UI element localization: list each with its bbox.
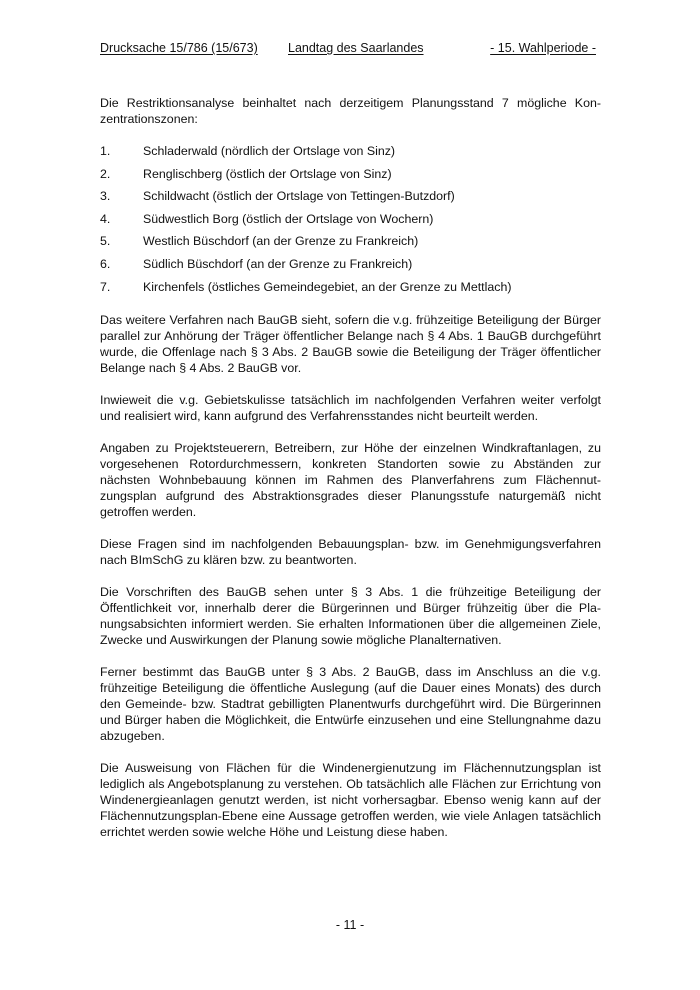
list-item-text: Kirchenfels (östliches Gemeindegebiet, an der Grenze zu Mettlach) xyxy=(143,279,512,294)
list-item-text: Schladerwald (nördlich der Ortslage von Sinz) xyxy=(143,144,396,158)
header-document-number: Drucksache 15/786 (15/673) xyxy=(100,41,258,55)
header-legislative-period: - 15. Wahlperiode - xyxy=(490,41,596,55)
body-paragraph: Inwieweit die v.g. Gebietskulisse tatsächlich im nachfolgenden Verfahren weiter verfolgt und realisiert wird, kann aufgrund des Verfahrensstandes nicht beurteilt werden. xyxy=(100,392,601,423)
concentration-zones-list xyxy=(100,143,601,295)
list-item xyxy=(100,143,601,159)
list-item-text: Westlich Büschdorf (an der Grenze zu Frankreich) xyxy=(143,234,419,249)
body-paragraph: Angaben zu Projektsteuerern, Betreibern, zur Höhe der einzelnen Windkraftanlagen, zu vorgesehenen Rotordurchmessern, konkreten Standorten sowie zu Abständen zur nächsten Wohnbebauung können im Rahmen des Planverfahrens zum Flächennutzungsplan aufgrund des Abstraktionsgrades dieser Planungsstufe naturgemäß nicht getroffen werden. xyxy=(100,440,601,519)
list-item-number: 1. xyxy=(100,144,111,158)
list-item xyxy=(100,166,601,182)
list-item-number: 6. xyxy=(100,256,111,271)
list-item xyxy=(100,256,601,272)
body-paragraph: Die Vorschriften des BauGB sehen unter § 3 Abs. 1 die frühzeitige Beteiligung der Öffentlichkeit vor, innerhalb derer die Bürgerinnen und Bürger frühzeitig über die Planungsabsichten informiert werden. Sie erhalten Informationen über die allgemeinen Ziele, Zwecke und Auswirkungen der Planung sowie mögliche Planalternativen. xyxy=(100,584,601,647)
body-paragraph: Ferner bestimmt das BauGB unter § 3 Abs. 2 BauGB, dass im Anschluss an die v.g. frühzeitige Beteiligung die öffentliche Auslegung (auf die Dauer eines Monats) des durch den Gemeinde- bzw. Stadtrat gebilligten Planentwurfs durchgeführt wird. Die Bürgerinnen und Bürger haben die Möglichkeit, die Entwürfe einzusehen und eine Stellungnahme dazu abzugeben. xyxy=(100,664,601,743)
list-item xyxy=(100,279,601,295)
header-parliament-name: Landtag des Saarlandes xyxy=(288,41,424,55)
list-item xyxy=(100,211,601,227)
list-item-number: 7. xyxy=(100,279,111,294)
page-number: - 11 - xyxy=(335,918,365,932)
list-item-number: 2. xyxy=(100,166,111,181)
list-item xyxy=(100,188,601,204)
list-item-text: Südlich Büschdorf (an der Grenze zu Frankreich) xyxy=(143,256,413,271)
body-paragraph: Das weitere Verfahren nach BauGB sieht, sofern die v.g. frühzeitige Beteiligung der Bürger parallel zur Anhörung der Träger öffentlicher Belange nach § 4 Abs. 1 BauGB durchgeführt wurde, die Offenlage nach § 3 Abs. 2 BauGB sowie die Beteiligung der Träger öffentlicher Belange nach § 4 Abs. 2 BauGB vor. xyxy=(100,312,601,375)
list-item-number: 3. xyxy=(100,189,111,204)
body-paragraph: Diese Fragen sind im nachfolgenden Bebauungsplan- bzw. im Genehmigungsverfahren nach BImSchG zu klären bzw. zu beantworten. xyxy=(100,536,601,567)
list-item-number: 4. xyxy=(100,211,111,226)
list-item-number: 5. xyxy=(100,234,111,249)
document-body xyxy=(100,95,601,856)
list-item xyxy=(100,233,601,249)
list-item-text: Schildwacht (östlich der Ortslage von Tettingen-Butzdorf) xyxy=(143,189,455,204)
list-item-text: Renglischberg (östlich der Ortslage von Sinz) xyxy=(143,166,392,181)
page-header xyxy=(100,40,596,60)
list-item-text: Südwestlich Borg (östlich der Ortslage von Wochern) xyxy=(143,211,434,226)
intro-paragraph: Die Restriktionsanalyse beinhaltet nach derzeitigem Planungsstand 7 mögliche Konzentrationszonen: xyxy=(100,96,601,126)
body-paragraph: Die Ausweisung von Flächen für die Windenergienutzung im Flächennutzungsplan ist lediglich als Angebotsplanung zu verstehen. Ob tatsächlich alle Flächen zur Errichtung von Windenergieanlagen genutzt werden, ist nicht vorhersagbar. Ebenso wenig kann auf der Flächennutzungsplan-Ebene eine Aussage getroffen werden, wie viele Anlagen tatsächlich errichtet werden sowie welche Höhe und Leistung diese haben. xyxy=(100,760,601,839)
